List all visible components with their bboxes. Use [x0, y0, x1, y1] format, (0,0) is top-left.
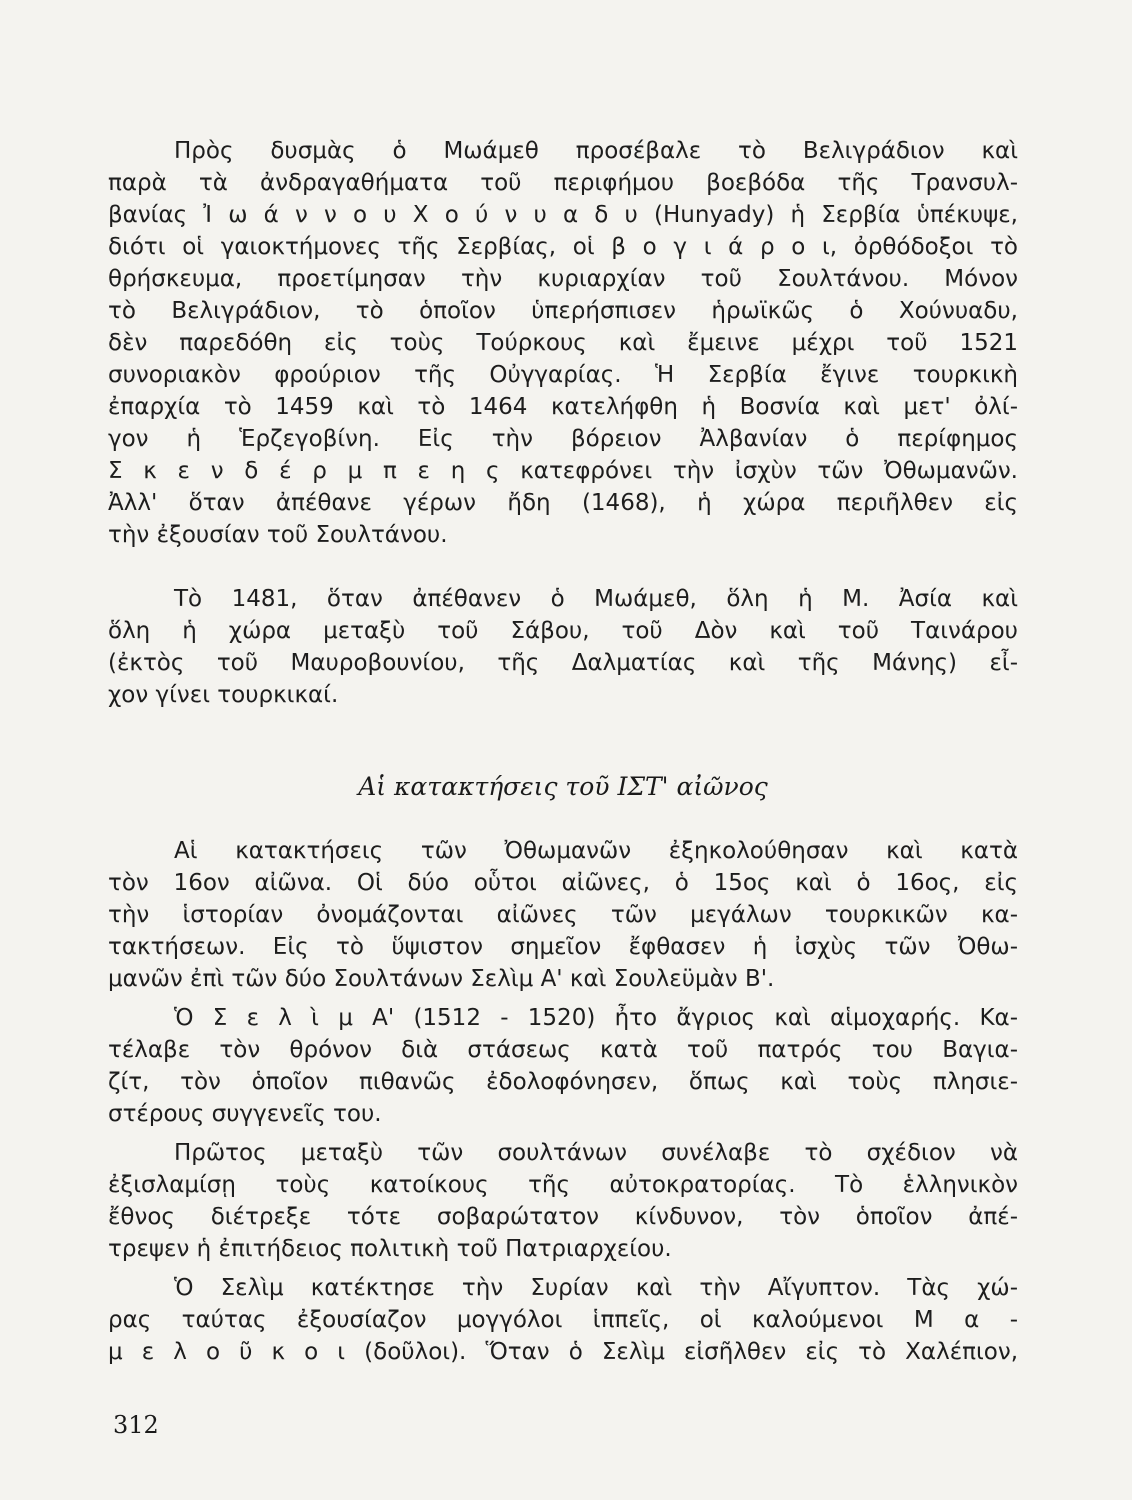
text-line: ἐπαρχία τὸ 1459 καὶ τὸ 1464 κατελήφθη ἡ Βοσνία καὶ μετ' ὀλί-: [108, 394, 1018, 420]
text-line: Σ κ ε ν δ έ ρ μ π ε η ς κατεφρόνει τὴν ἰσχὺν τῶν Ὀθωμανῶν.: [108, 458, 1018, 484]
text-line: τρεψεν ἡ ἐπιτήδειος πολιτικὴ τοῦ Πατριαρχείου.: [108, 1236, 672, 1262]
text-line: διότι οἱ γαιοκτήμονες τῆς Σερβίας, οἱ β ο γ ι ά ρ ο ι, ὀρθόδοξοι τὸ: [108, 234, 1018, 260]
text-line: βανίας Ἰ ω ά ν ν ο υ Χ ο ύ ν υ α δ υ (Hunyady) ἡ Σερβία ὑπέκυψε,: [108, 202, 1018, 228]
page-number: 312: [113, 1411, 159, 1439]
text-line: ὅλη ἡ χώρα μεταξὺ τοῦ Σάβου, τοῦ Δὸν καὶ τοῦ Ταινάρου: [108, 618, 1018, 644]
text-line: τὴν ἱστορίαν ὀνομάζονται αἰῶνες τῶν μεγάλων τουρκικῶν κα-: [108, 902, 1018, 928]
section-heading: Αἱ κατακτήσεις τοῦ ΙΣΤ' αἰῶνος: [358, 772, 768, 801]
text-line: Πρῶτος μεταξὺ τῶν σουλτάνων συνέλαβε τὸ σχέδιον νὰ: [174, 1140, 1018, 1166]
text-line: τὴν ἐξουσίαν τοῦ Σουλτάνου.: [108, 522, 448, 548]
text-line: τὸ Βελιγράδιον, τὸ ὁποῖον ὑπερήσπισεν ἡρωϊκῶς ὁ Χούνυαδυ,: [108, 298, 1018, 324]
text-line: στέρους συγγενεῖς του.: [108, 1101, 382, 1127]
text-line: ρας ταύτας ἐξουσίαζον μογγόλοι ἱππεῖς, οἱ καλούμενοι Μ α -: [108, 1307, 1018, 1333]
text-line: τακτήσεων. Εἰς τὸ ὕψιστον σημεῖον ἔφθασεν ἡ ἰσχὺς τῶν Ὀθω-: [108, 934, 1018, 960]
text-line: Ὁ Σ ε λ ὶ μ Α' (1512 - 1520) ἦτο ἄγριος καὶ αἱμοχαρής. Κα-: [174, 1005, 1018, 1031]
text-line: δὲν παρεδόθη εἰς τοὺς Τούρκους καὶ ἔμεινε μέχρι τοῦ 1521: [108, 330, 1018, 356]
text-line: Ὁ Σελὶμ κατέκτησε τὴν Συρίαν καὶ τὴν Αἴγυπτον. Τὰς χώ-: [174, 1275, 1018, 1301]
text-line: Ἀλλ' ὅταν ἀπέθανε γέρων ἤδη (1468), ἡ χώρα περιῆλθεν εἰς: [108, 490, 1018, 516]
text-line: (ἐκτὸς τοῦ Μαυροβουνίου, τῆς Δαλματίας καὶ τῆς Μάνης) εἶ-: [108, 650, 1018, 676]
text-line: συνοριακὸν φρούριον τῆς Οὐγγαρίας. Ἡ Σερβία ἔγινε τουρκικὴ: [108, 362, 1018, 388]
text-line: γον ἡ Ἑρζεγοβίνη. Εἰς τὴν βόρειον Ἀλβανίαν ὁ περίφημος: [108, 426, 1018, 452]
text-line: ἔθνος διέτρεξε τότε σοβαρώτατον κίνδυνον, τὸν ὁποῖον ἀπέ-: [108, 1204, 1018, 1230]
text-line: τὸν 16ον αἰῶνα. Οἱ δύο οὗτοι αἰῶνες, ὁ 15ος καὶ ὁ 16ος, εἰς: [108, 870, 1018, 896]
text-line: Πρὸς δυσμὰς ὁ Μωάμεθ προσέβαλε τὸ Βελιγράδιον καὶ: [174, 138, 1018, 164]
text-line: ἐξισλαμίσῃ τοὺς κατοίκους τῆς αὐτοκρατορίας. Τὸ ἑλληνικὸν: [108, 1172, 1018, 1198]
text-line: ζίτ, τὸν ὁποῖον πιθανῶς ἐδολοφόνησεν, ὅπως καὶ τοὺς πλησιε-: [108, 1069, 1018, 1095]
text-line: μ ε λ ο ῦ κ ο ι (δοῦλοι). Ὅταν ὁ Σελὶμ εἰσῆλθεν εἰς τὸ Χαλέπιον,: [108, 1339, 1018, 1365]
text-line: Αἱ κατακτήσεις τῶν Ὀθωμανῶν ἐξηκολούθησαν καὶ κατὰ: [174, 838, 1018, 864]
text-line: θρήσκευμα, προετίμησαν τὴν κυριαρχίαν τοῦ Σουλτάνου. Μόνον: [108, 266, 1018, 292]
text-line: τέλαβε τὸν θρόνον διὰ στάσεως κατὰ τοῦ πατρός του Βαγια-: [108, 1037, 1018, 1063]
text-line: παρὰ τὰ ἀνδραγαθήματα τοῦ περιφήμου βοεβόδα τῆς Τρανσυλ-: [108, 170, 1018, 196]
text-line: Τὸ 1481, ὅταν ἀπέθανεν ὁ Μωάμεθ, ὅλη ἡ Μ. Ἀσία καὶ: [174, 586, 1018, 612]
text-line: χον γίνει τουρκικαί.: [108, 682, 339, 708]
text-line: μανῶν ἐπὶ τῶν δύο Σουλτάνων Σελὶμ Α' καὶ Σουλεϋμὰν Β'.: [108, 966, 775, 992]
